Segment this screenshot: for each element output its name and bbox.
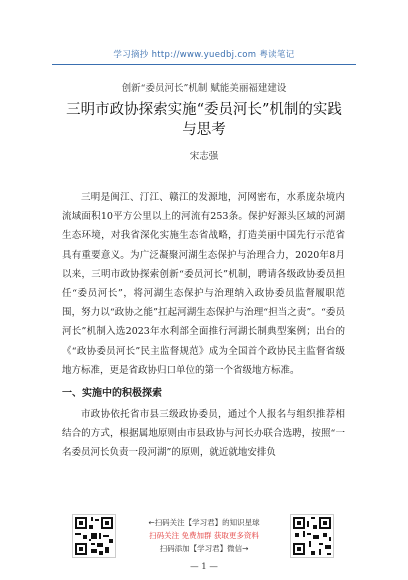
promo-line-3: 扫码添加【学习君】微信→	[159, 544, 249, 553]
section-paragraph: 市政协依托省市县三级政协委员，通过个人报名与组织推荐相结合的方式，根据属地原则由市县政协与河长办联合选聘，按照“一名委员河长负责一段河湖”的原则，就近就地安排负	[62, 409, 345, 459]
article-body	[62, 188, 345, 463]
header-divider	[52, 64, 356, 65]
article-subtitle: 创新“委员河长”机制 赋能美丽福建建设	[121, 83, 287, 94]
page-number: — 1 —	[190, 562, 218, 572]
section-heading: 一、实施中的积极探索	[62, 388, 162, 400]
qr-code-icon	[72, 514, 116, 558]
qr-code-icon	[290, 514, 334, 558]
body-paragraph: 三明是闽江、汀江、赣江的发源地，河网密布，水系庞杂境内流域面积10平方公里以上的河流有253条。保护好源头区域的河湖生态环境，对我省深化实施生态省战略，打造美丽中国先行示范省具有重要意义。为广泛凝聚河湖生态保护与治理合力，2020年8月以来，三明市政协探索创新“委员河长”机制，聘请各级政协委员担任“委员河长”，将河湖生态保护与治理纳入政协委员监督履职范围，努力以“政协之能”扛起河湖生态保护与治理“担当之责”。“委员河长”机制入选2023年水利部全面推行河湖长制典型案例；出台的《“政协委员河长”民主监督规范》成为全国首个政协民主监督省级地方标准，更是省政协归口单位的第一个省级地方标准。	[62, 192, 345, 376]
article-title: 三明市政协探索实施“委员河长”机制的实践与思考	[66, 102, 342, 138]
promo-text	[120, 516, 288, 555]
promo-line-1: ←扫码关注【学习君】的知识星球	[148, 518, 260, 527]
promo-line-2: 扫码关注 免费加群 获取更多资料	[149, 531, 259, 540]
header-banner: 学习摘抄 http://www.yuedbj.com 粤读笔记	[113, 50, 295, 60]
article-author: 宋志强	[189, 151, 219, 162]
